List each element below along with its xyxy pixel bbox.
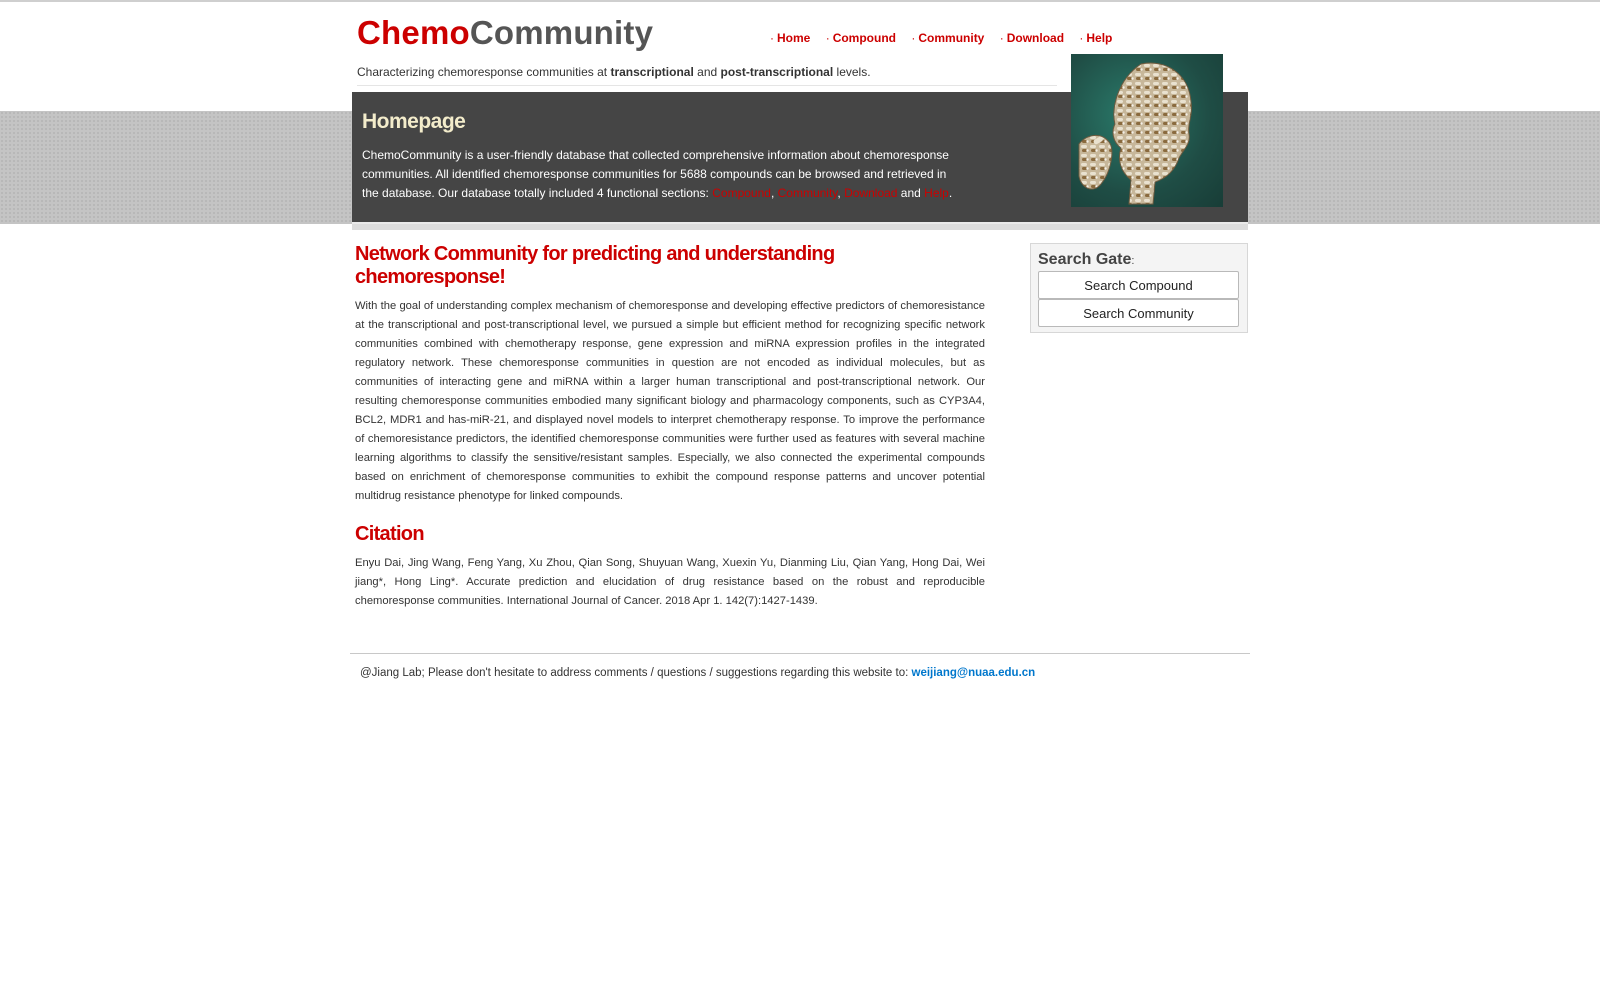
nav-bullet: · (911, 31, 916, 45)
tagline-divider (357, 85, 1057, 86)
banner-link-community[interactable]: Community (777, 186, 838, 200)
nav-bullet: · (1079, 31, 1084, 45)
intro-paragraph: With the goal of understanding complex mechanism of chemoresponse and developing effective predictors of chemoresistance at the transcriptional and post-transcriptional level, we pursued a simple but efficient method for recognizing specific network communities combined with chemotherapy response, gene expression and miRNA expression profiles in the integrated regulatory network. These chemoresponse communities in question are not encoded as individual molecules, but as communities of interacting gene and miRNA within a larger human transcriptional and post-transcriptional network. Our resulting chemoresponse communities embodied many significant biology and pharmacology components, such as CYP3A4, BCL2, MDR1 and has-miR-21, and displayed novel models to interpret chemotherapy response. To improve the performance of chemoresistance predictors, the identified chemoresponse communities were further used as features with several machine learning algorithms to classify the sensitive/resistant samples. Especially, we also connected the experimental compounds based on enrichment of chemoresponse communities to exhibit the compound response patterns and uncover potential multidrug resistance phenotype for linked compounds. (355, 300, 985, 502)
main-content (355, 243, 985, 611)
banner-link-help[interactable]: Help (924, 186, 949, 200)
footer (360, 667, 1035, 679)
banner-title: Homepage (362, 110, 466, 133)
footer-divider (350, 653, 1250, 654)
main-nav (770, 31, 1124, 45)
nav-home[interactable]: Home (777, 31, 811, 45)
intro-heading: Network Community for predicting and understanding chemoresponse! (355, 243, 835, 288)
search-compound-button[interactable]: Search Compound (1038, 271, 1239, 299)
site-tagline: Characterizing chemoresponse communities at transcriptional and post-transcriptional levels. (357, 65, 871, 79)
nav-help[interactable]: Help (1086, 31, 1113, 45)
site-logo[interactable] (357, 14, 653, 52)
nav-bullet: · (999, 31, 1004, 45)
tagline-transcriptional: transcriptional (610, 65, 694, 79)
logo-part-chemo: Chemo (357, 14, 470, 51)
banner-description: ChemoCommunity is a user-friendly database that collected comprehensive information about chemoresponse communities. All identified chemoresponse communities for 5688 compounds can be browsed and retrieved in the database. Our database totally included 4 functional sections: Compound, Community, Download and Help. (362, 148, 953, 200)
logo-part-community: Community (469, 14, 654, 51)
banner-link-compound[interactable]: Compound (712, 186, 771, 200)
banner-underline (352, 224, 1248, 230)
nav-download[interactable]: Download (1006, 31, 1065, 45)
citation-text: Enyu Dai, Jing Wang, Feng Yang, Xu Zhou, Qian Song, Shuyuan Wang, Xuexin Yu, Dianming Liu, Qian Yang, Hong Dai, Wei jiang*, Hong Ling*. Accurate prediction and elucidation of drug resistance based on the robust and reproducible chemoresponse communities. International Journal of Cancer. 2018 Apr 1. 142(7):1427-1439. (355, 557, 985, 607)
pill-head-hero-image (1071, 54, 1223, 207)
search-community-button[interactable]: Search Community (1038, 299, 1239, 327)
pill-head-illustration (1071, 54, 1223, 207)
citation-heading: Citation (355, 523, 424, 545)
banner-link-download[interactable]: Download (844, 186, 898, 200)
nav-community[interactable]: Community (918, 31, 985, 45)
footer-text: @Jiang Lab; Please don't hesitate to address comments / questions / suggestions regarding this website to: (360, 667, 912, 679)
tagline-post-transcriptional: post-transcriptional (720, 65, 834, 79)
nav-bullet: · (825, 31, 830, 45)
footer-email-link[interactable]: weijiang@nuaa.edu.cn (911, 667, 1036, 679)
nav-bullet: · (770, 31, 774, 45)
search-gate-panel (1030, 243, 1248, 333)
search-gate-title: Search Gate: (1038, 251, 1135, 268)
page-container (350, 0, 1250, 1000)
nav-compound[interactable]: Compound (832, 31, 897, 45)
